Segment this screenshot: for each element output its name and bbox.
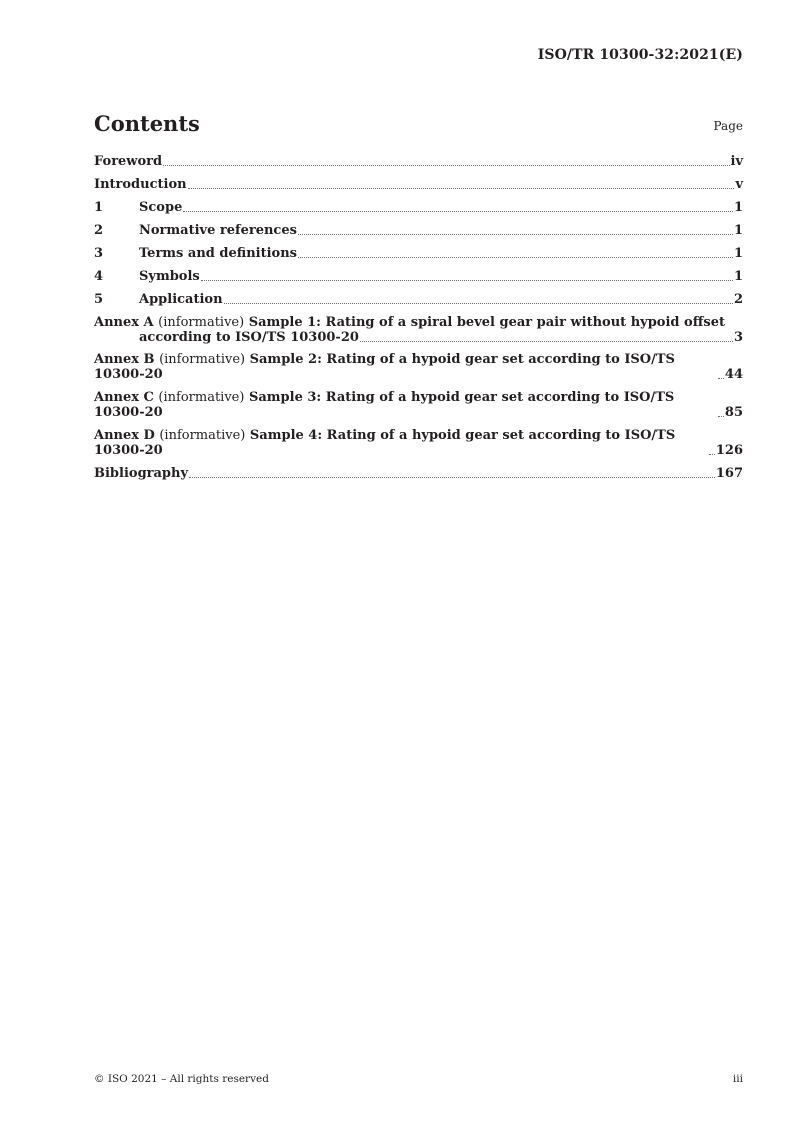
annex-a-line-2 (94, 330, 743, 345)
page-number: iii (732, 1073, 743, 1085)
annex-label[interactable]: Annex C (94, 390, 154, 405)
toc-entry-title[interactable]: Scope (139, 200, 183, 215)
dot-leader (298, 234, 733, 235)
toc-entry-page[interactable]: 1 (733, 223, 743, 238)
toc-entry-page[interactable]: iv (730, 154, 743, 169)
toc-entry-number: 2 (94, 223, 104, 238)
toc-entry-annex-a[interactable] (94, 315, 743, 345)
toc-entry-title[interactable]: Terms and definitions (139, 246, 297, 261)
toc-entry-page[interactable]: 44 (724, 367, 743, 382)
annex-informative-note: (informative) (158, 315, 245, 330)
toc-entry-page[interactable]: 126 (715, 443, 743, 458)
dot-leader (189, 477, 715, 478)
annex-informative-note: (informative) (158, 390, 245, 405)
toc-entry-foreword[interactable] (94, 154, 743, 169)
document-id: ISO/TR 10300-32:2021(E) (537, 47, 743, 63)
dot-leader (183, 211, 733, 212)
toc-entry-page[interactable]: 1 (733, 269, 743, 284)
dot-leader (224, 303, 733, 304)
toc-entry-title[interactable]: Normative references (139, 223, 297, 238)
annex-informative-note: (informative) (159, 352, 246, 367)
annex-label[interactable]: Annex D (94, 428, 155, 443)
annex-title[interactable]: Sample 2: Rating of a hypoid gear set according to ISO/TS 10300-20 (94, 352, 675, 382)
toc-entry-number: 3 (94, 246, 104, 261)
toc-entry-title[interactable]: Foreword (94, 154, 163, 169)
annex-label[interactable]: Annex A (94, 315, 154, 330)
annex-title-line-2[interactable]: according to ISO/TS 10300-20 (139, 330, 359, 345)
copyright-notice: © ISO 2021 – All rights reserved (94, 1073, 269, 1085)
toc-entry-title[interactable] (94, 390, 717, 420)
annex-title-line-1[interactable]: Sample 1: Rating of a spiral bevel gear pair without hypoid offset (248, 315, 725, 330)
toc-entry-bibliography[interactable] (94, 466, 743, 481)
toc-entry-number: 4 (94, 269, 104, 284)
annex-title[interactable]: Sample 4: Rating of a hypoid gear set according to ISO/TS 10300-20 (94, 428, 676, 458)
toc-entry-number: 1 (94, 200, 104, 215)
toc-entry-symbols[interactable] (94, 269, 743, 284)
toc-entry-title[interactable]: Introduction (94, 177, 187, 192)
toc-entry-page[interactable]: 85 (724, 405, 743, 420)
toc-entry-title[interactable] (94, 352, 717, 382)
toc-entry-scope[interactable] (94, 200, 743, 215)
toc-entry-normative-references[interactable] (94, 223, 743, 238)
toc-entry-page[interactable]: 1 (733, 246, 743, 261)
annex-a-line-1 (94, 315, 743, 330)
toc-entry-title[interactable]: Application (139, 292, 223, 307)
toc-entry-annex-d[interactable] (94, 428, 743, 458)
dot-leader (718, 378, 724, 379)
toc-entry-page[interactable]: 3 (733, 330, 743, 345)
toc-entry-application[interactable] (94, 292, 743, 307)
contents-header (94, 111, 743, 141)
toc-entry-title[interactable]: Bibliography (94, 466, 189, 481)
table-of-contents (94, 154, 743, 489)
annex-title[interactable]: Sample 3: Rating of a hypoid gear set according to ISO/TS 10300-20 (94, 390, 675, 420)
dot-leader (360, 341, 733, 342)
dot-leader (718, 416, 724, 417)
toc-entry-page[interactable]: 167 (715, 466, 743, 481)
toc-entry-page[interactable]: 1 (733, 200, 743, 215)
annex-label[interactable]: Annex B (94, 352, 155, 367)
toc-entry-title[interactable] (94, 428, 708, 458)
toc-entry-number: 5 (94, 292, 104, 307)
dot-leader (188, 188, 735, 189)
page-column-label: Page (713, 119, 743, 133)
contents-title: Contents (94, 111, 200, 136)
toc-entry-terms-and-definitions[interactable] (94, 246, 743, 261)
annex-informative-note: (informative) (159, 428, 246, 443)
dot-leader (163, 165, 729, 166)
toc-entry-annex-b[interactable] (94, 352, 743, 382)
toc-entry-introduction[interactable] (94, 177, 743, 192)
dot-leader (298, 257, 733, 258)
dot-leader (709, 454, 715, 455)
toc-entry-annex-c[interactable] (94, 390, 743, 420)
toc-entry-page[interactable]: v (735, 177, 743, 192)
dot-leader (201, 280, 733, 281)
toc-entry-title[interactable]: Symbols (139, 269, 200, 284)
toc-entry-page[interactable]: 2 (733, 292, 743, 307)
